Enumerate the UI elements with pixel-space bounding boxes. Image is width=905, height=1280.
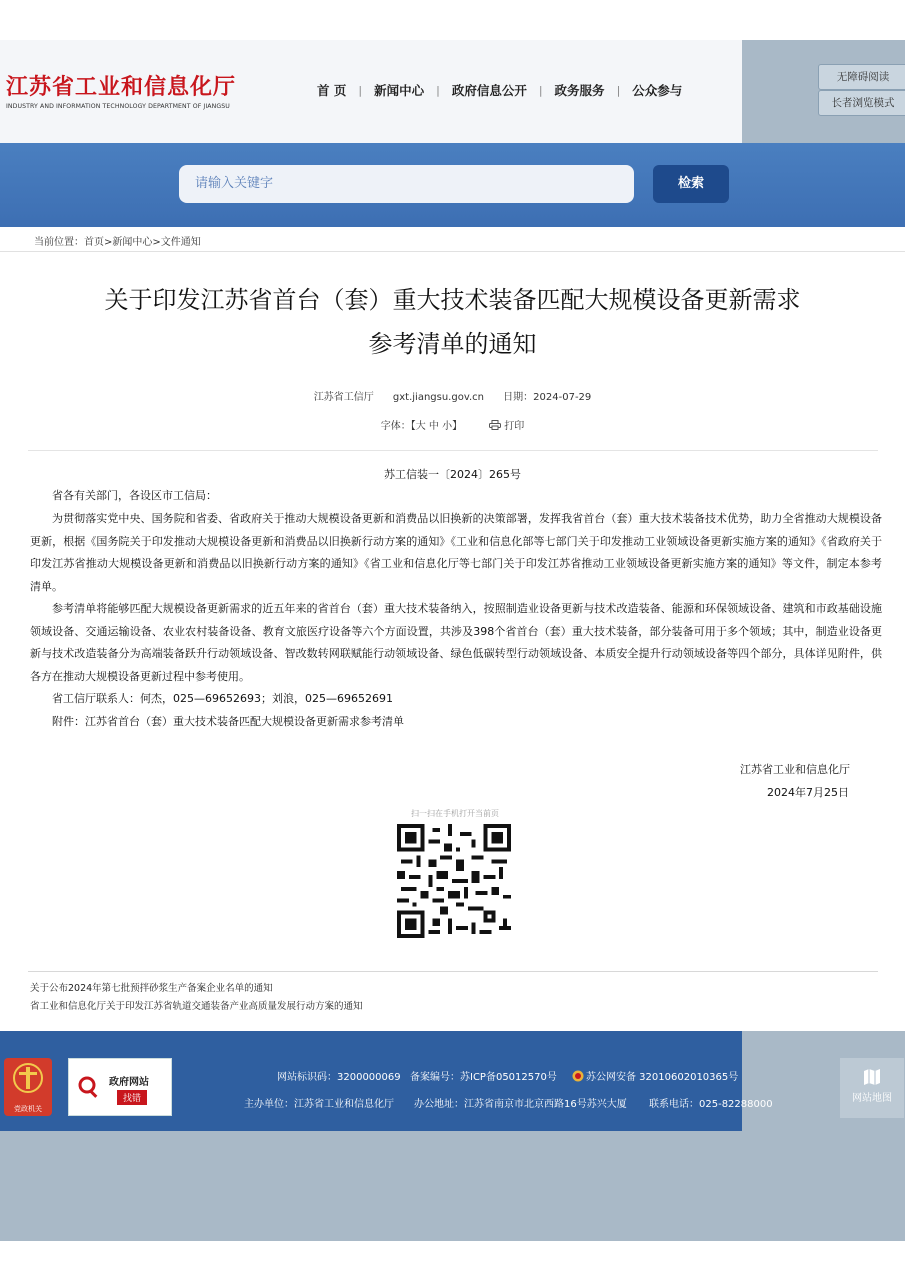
article-site: gxt.jiangsu.gov.cn (392, 392, 484, 403)
divider (28, 971, 878, 972)
site-logo-title[interactable]: 江苏省工业和信息化厅 (6, 75, 237, 100)
nav-separator: | (538, 83, 543, 97)
nav-gov-info[interactable]: 政府信息公开 (451, 83, 527, 98)
badge-label: 党政机关 (14, 1105, 42, 1113)
emblem-icon (4, 1058, 52, 1100)
nav-participation[interactable]: 公众参与 (632, 83, 683, 98)
report-title: 政府网站 (109, 1077, 149, 1088)
search-input[interactable]: 请输入关键字 (179, 165, 634, 203)
related-link-2[interactable]: 省工业和信息化厅关于印发江苏省轨道交通装备产业高质量发展行动方案的通知 (30, 1001, 363, 1012)
article-meta (0, 388, 905, 403)
host-unit: 主办单位：江苏省工业和信息化厅 (244, 1099, 394, 1110)
contact-phone: 联系电话：025-82288000 (649, 1099, 773, 1110)
site-id: 网站标识码：3200000069 (277, 1072, 401, 1083)
accessible-reading-button[interactable]: 无障碍阅读 (818, 64, 905, 90)
breadcrumb[interactable]: 当前位置：首页>新闻中心>文件通知 (34, 237, 201, 248)
article-date: 日期：2024-07-29 (503, 392, 592, 403)
report-subtitle: 找错 (117, 1090, 147, 1105)
article-title-line1: 关于印发江苏省首台（套）重大技术装备匹配大规模设备更新需求 (104, 286, 801, 314)
police-badge-icon (572, 1070, 584, 1082)
signature-date: 2024年7月25日 (767, 786, 849, 799)
nav-home[interactable]: 首 页 (317, 83, 347, 98)
signature-org: 江苏省工业和信息化厅 (740, 763, 850, 776)
police-record[interactable] (572, 1068, 738, 1083)
print-button[interactable] (489, 421, 524, 432)
body-paragraph-1: 为贯彻落实党中央、国务院和省委、省政府关于推动大规模设备更新和消费品以旧换新的决策部署，发挥我省首台（套）重大技术装备技术优势，助力全省推动大规模设备更新，根据《国务院关于印发推动大规模设备更新和消费品以旧换新行动方案的通知》《工业和信息化部等七部门关于印发推动工业领域设备更新实施方案的通知》《省政府关于印发江苏省推动大规模设备更新和消费品以旧换新行动方案的通知》《省工业和信息化厅等七部门关于印发江苏省推动工业领域设备更新实施方案的通知》等文件，制定本参考清单。 (30, 512, 882, 593)
divider (28, 450, 878, 451)
article-title-line2: 参考清单的通知 (368, 330, 537, 358)
divider (0, 251, 905, 252)
printer-icon (489, 420, 501, 430)
gov-site-error-report[interactable] (68, 1058, 172, 1116)
elder-mode-button[interactable]: 长者浏览模式 (818, 90, 905, 116)
font-tools (0, 417, 905, 432)
qr-code-icon (397, 824, 511, 938)
map-icon (863, 1068, 881, 1086)
nav-services[interactable]: 政务服务 (554, 83, 605, 98)
office-address: 办公地址：江苏省南京市北京西路16号苏兴大厦 (414, 1099, 627, 1110)
related-link-1[interactable]: 关于公布2024年第七批预拌砂浆生产备案企业名单的通知 (30, 983, 273, 994)
article-source: 江苏省工信厅 (313, 392, 374, 403)
font-size-switch[interactable]: 字体：【大 中 小】 (380, 421, 463, 432)
sitemap-label: 网站地图 (852, 1093, 892, 1104)
sitemap-button[interactable] (840, 1058, 904, 1118)
search-button[interactable]: 检索 (653, 165, 729, 203)
body-paragraph-2: 参考清单将能够匹配大规模设备更新需求的近五年来的省首台（套）重大技术装备纳入，按照制造业设备更新与技术改造装备、能源和环保领域设备、建筑和市政基础设施领域设备、交通运输设备、农业农村装备设备、教育文旅医疗设备等六个方面设置，共涉及398个省首台（套）重大技术装备，部分装备可用于多个领域；其中，制造业设备更新与技术改造装备分为高端装备跃升行动领域设备、智改数转网联赋能行动领域设备、绿色低碳转型行动领域设备、本质安全提升行动领域设备等四个部分，具体详见附件，供各方在推动大规模设备更新过程中参考使用。 (30, 602, 882, 683)
attachment-link[interactable]: 附件：江苏省首台（套）重大技术装备匹配大规模设备更新需求参考清单 (52, 715, 404, 728)
document-number: 苏工信装一〔2024〕265号 (384, 468, 521, 481)
nav-news[interactable]: 新闻中心 (374, 83, 425, 98)
party-gov-badge[interactable] (4, 1058, 52, 1116)
print-label: 打印 (504, 421, 525, 432)
page-bottom-area (0, 1131, 905, 1241)
site-logo-subtitle: INDUSTRY AND INFORMATION TECHNOLOGY DEPARTMENT OF JIANGSU (6, 103, 230, 110)
nav-separator: | (358, 83, 363, 97)
qr-caption: 扫一扫在手机打开当前页 (411, 809, 499, 818)
nav-separator: | (616, 83, 621, 97)
icp-number[interactable]: 备案编号：苏ICP备05012570号 (410, 1072, 557, 1083)
salutation: 省各有关部门，各设区市工信局： (52, 489, 217, 502)
magnifier-icon (77, 1075, 101, 1099)
contact-line: 省工信厅联系人：何杰，025—69652693；刘浪，025—69652691 (52, 692, 393, 705)
police-record-text: 苏公网安备 32010602010365号 (586, 1072, 739, 1083)
nav-separator: | (436, 83, 440, 97)
main-nav (305, 80, 694, 100)
